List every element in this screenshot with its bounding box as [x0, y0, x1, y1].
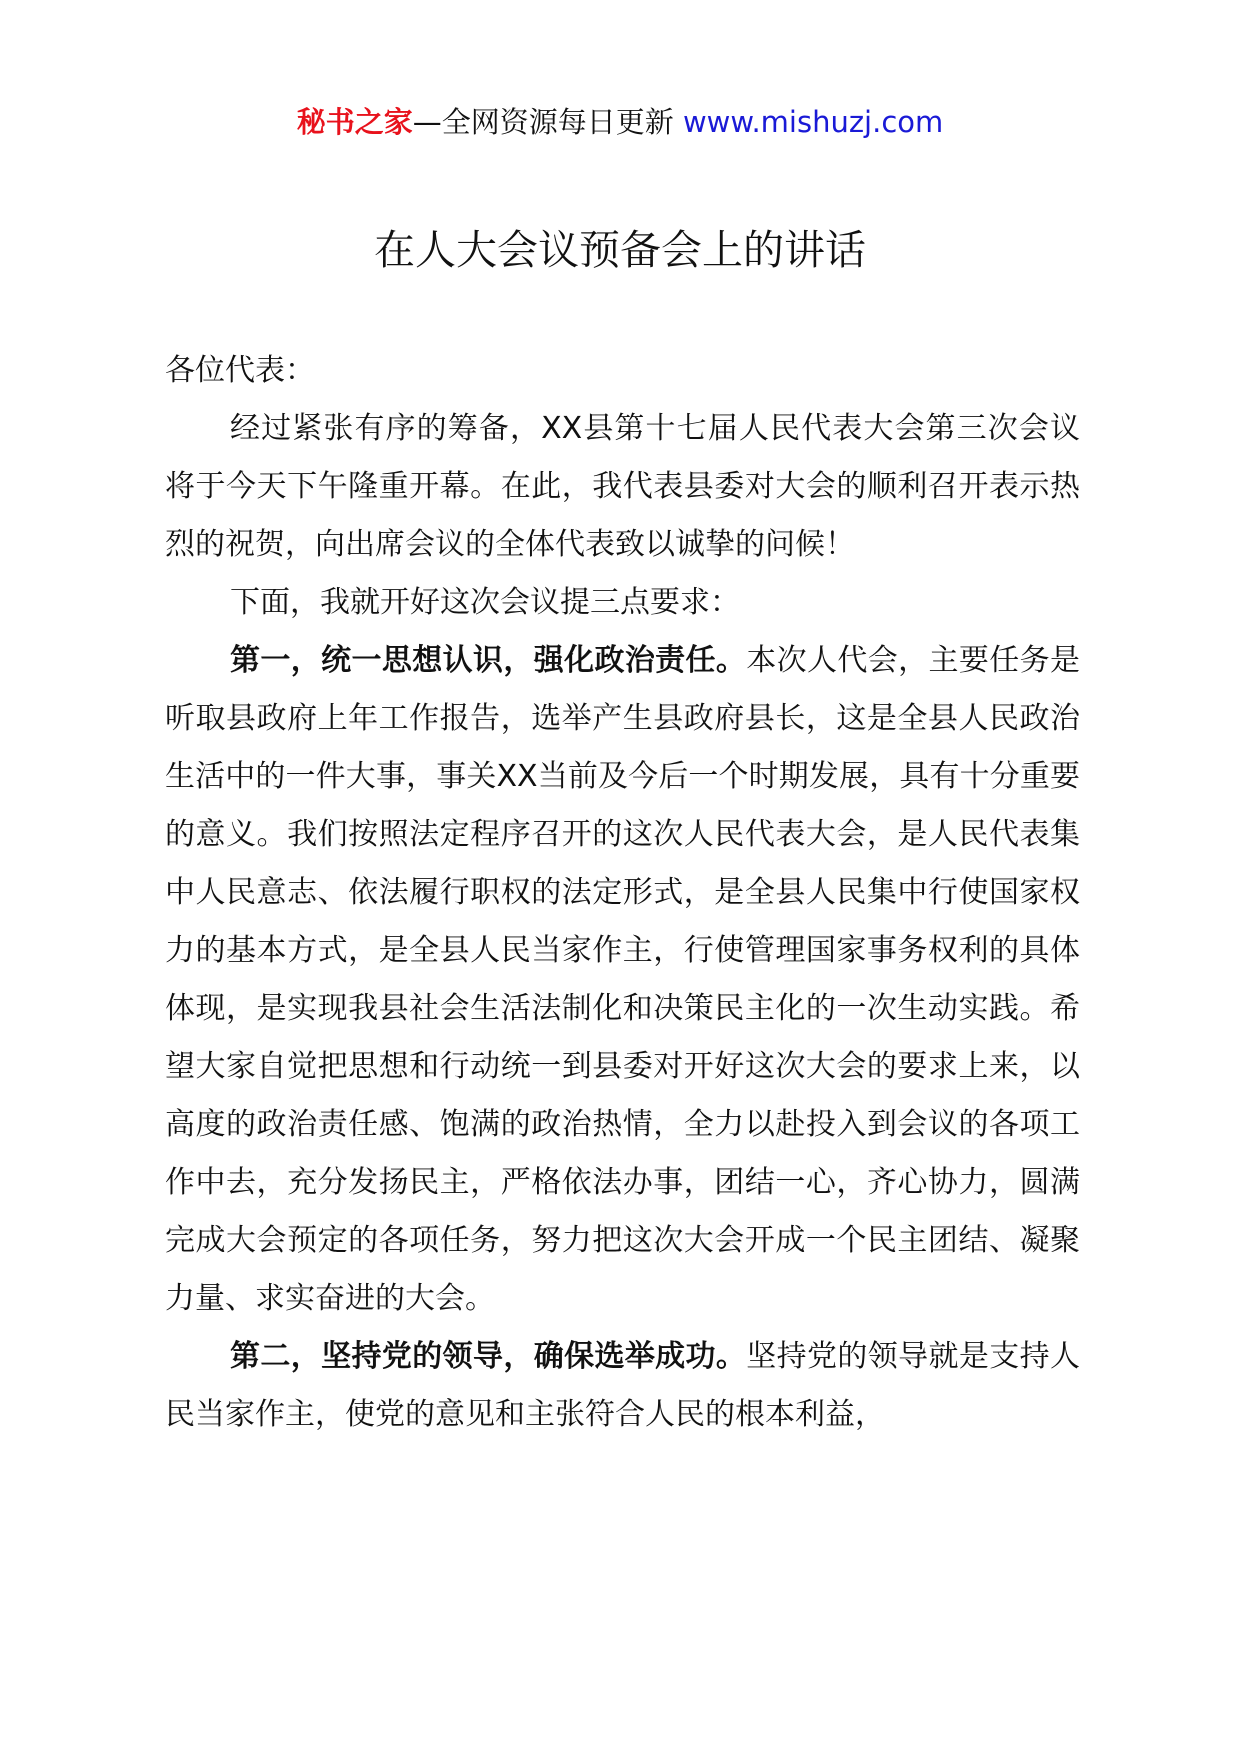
site-header: [0, 100, 1240, 144]
section-text: 本次人代会，主要任务是听取县政府上年工作报告，选举产生县政府县长，这是全县人民政治生活中的一件大事，事关XX当前及今后一个时期发展，具有十分重要的意义。我们按照法定程序召开的这次人民代表大会，是人民代表集中人民意志、依法履行职权的法定形式，是全县人民集中行使国家权力的基本方式，是全县人民当家作主，行使管理国家事务权利的具体体现，是实现我县社会生活法制化和决策民主化的一次生动实践。希望大家自觉把思想和行动统一到县委对开好这次大会的要求上来，以高度的政治责任感、饱满的政治热情，全力以赴投入到会议的各项工作中去，充分发扬民主，严格依法办事，团结一心，齐心协力，圆满完成大会预定的各项任务，努力把这次大会开成一个民主团结、凝聚力量、求实奋进的大会。: [165, 643, 1081, 1316]
section-paragraph: [165, 632, 1080, 1328]
salutation: 各位代表：: [165, 353, 315, 388]
document-body: [165, 342, 1080, 1444]
site-url[interactable]: www.mishuzj.com: [682, 105, 944, 139]
document-title: 在人大会议预备会上的讲话: [374, 226, 866, 274]
site-brand: 秘书之家: [296, 105, 413, 139]
paragraph: 下面，我就开好这次会议提三点要求：: [230, 585, 740, 620]
section-paragraph: [165, 1328, 1080, 1444]
section-lead: 第二，坚持党的领导，确保选举成功。: [230, 1339, 747, 1374]
paragraph: 经过紧张有序的筹备，XX县第十七届人民代表大会第三次会议将于今天下午隆重开幕。在此，我代表县委对大会的顺利召开表示热烈的祝贺，向出席会议的全体代表致以诚挚的问候！: [165, 411, 1080, 562]
site-tagline: —全网资源每日更新: [412, 105, 683, 139]
section-text: 坚持党的领导就是支持人民当家作主，使党的意见和主张符合人民的根本利益，: [165, 1339, 1081, 1432]
section-lead: 第一，统一思想认识，强化政治责任。: [230, 643, 747, 678]
